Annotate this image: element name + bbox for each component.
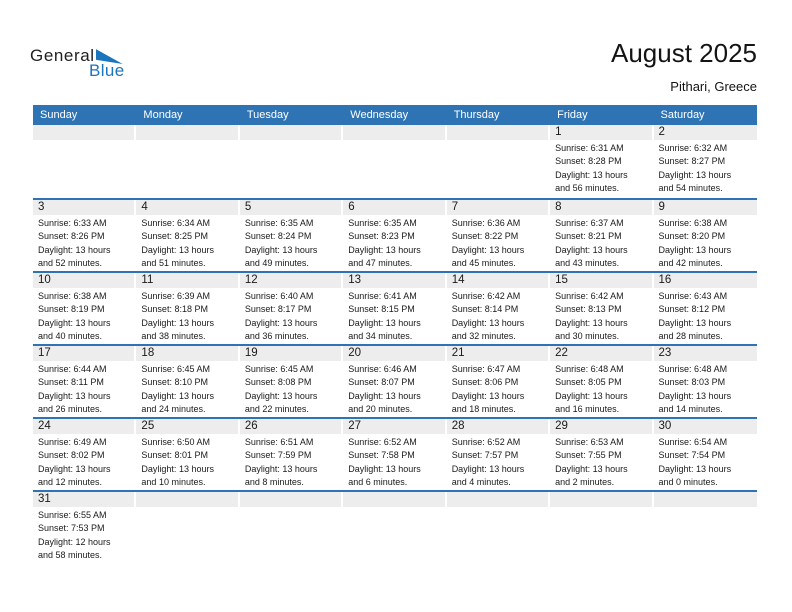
week-row-2 xyxy=(33,198,757,271)
sunset-text: Sunset: 8:11 PM xyxy=(38,377,104,388)
day-cell-20 xyxy=(343,346,446,417)
day-cell-empty xyxy=(136,125,239,198)
day-sun-details xyxy=(447,361,550,417)
day-cell-5 xyxy=(240,200,343,271)
day-number-strip xyxy=(240,492,341,507)
daylight-text-line2: and 0 minutes. xyxy=(658,477,718,488)
daylight-text-line1: Daylight: 13 hours xyxy=(658,169,732,180)
sunset-text: Sunset: 8:02 PM xyxy=(38,450,105,461)
day-number-strip: 12 xyxy=(240,273,341,288)
daylight-text-line1: Daylight: 13 hours xyxy=(244,244,318,255)
week-row-1 xyxy=(33,125,757,198)
daylight-text-line1: Daylight: 13 hours xyxy=(141,317,214,328)
sunset-text: Sunset: 8:10 PM xyxy=(141,377,208,388)
calendar-table xyxy=(33,105,757,563)
sunset-text: Sunset: 8:24 PM xyxy=(244,231,312,242)
daylight-text-line2: and 34 minutes. xyxy=(348,331,413,342)
day-number-strip: 31 xyxy=(33,492,134,507)
sunset-text: Sunset: 7:54 PM xyxy=(658,450,726,461)
day-cell-empty xyxy=(240,125,343,198)
daylight-text-line1: Daylight: 13 hours xyxy=(451,463,525,474)
daylight-text-line2: and 54 minutes. xyxy=(658,183,723,194)
sunrise-text: Sunrise: 6:42 AM xyxy=(451,291,521,301)
sunset-text: Sunset: 7:57 PM xyxy=(451,450,519,461)
sunset-text: Sunset: 8:15 PM xyxy=(348,304,415,315)
day-cell-1 xyxy=(550,125,653,198)
daylight-text-line1: Daylight: 13 hours xyxy=(451,244,525,255)
sunrise-text: Sunrise: 6:43 AM xyxy=(658,291,728,301)
sunset-text: Sunset: 7:55 PM xyxy=(555,450,622,461)
sunset-text: Sunset: 8:07 PM xyxy=(348,377,415,388)
sunset-text: Sunset: 8:03 PM xyxy=(658,377,726,388)
day-cell-empty xyxy=(240,492,343,563)
day-sun-details xyxy=(136,288,239,344)
day-sun-details xyxy=(33,361,136,417)
general-blue-logo xyxy=(30,47,170,78)
day-number-strip: 11 xyxy=(136,273,237,288)
sunrise-text: Sunrise: 6:40 AM xyxy=(244,291,314,301)
day-number-strip xyxy=(447,125,548,140)
day-number-strip xyxy=(240,125,341,140)
sunset-text: Sunset: 8:27 PM xyxy=(658,156,726,167)
sunrise-text: Sunrise: 6:35 AM xyxy=(244,218,314,228)
day-number-strip: 17 xyxy=(33,346,134,361)
day-sun-details xyxy=(343,288,446,344)
sunset-text: Sunset: 7:58 PM xyxy=(348,450,415,461)
daylight-text-line2: and 58 minutes. xyxy=(38,550,103,561)
daylight-text-line2: and 8 minutes. xyxy=(244,477,304,488)
day-cell-8 xyxy=(550,200,653,271)
daylight-text-line1: Daylight: 13 hours xyxy=(244,317,318,328)
day-number-strip: 19 xyxy=(240,346,341,361)
daylight-text-line2: and 14 minutes. xyxy=(658,404,723,415)
weekday-header-wednesday: Wednesday xyxy=(350,109,409,121)
sunset-text: Sunset: 8:22 PM xyxy=(451,231,519,242)
daylight-text-line2: and 10 minutes. xyxy=(141,477,206,488)
day-number-strip: 9 xyxy=(654,200,757,215)
day-number-strip: 18 xyxy=(136,346,237,361)
day-sun-details xyxy=(550,361,653,417)
daylight-text-line2: and 16 minutes. xyxy=(555,404,620,415)
daylight-text-line2: and 47 minutes. xyxy=(348,258,413,269)
day-sun-details xyxy=(136,434,239,490)
daylight-text-line1: Daylight: 13 hours xyxy=(658,244,732,255)
daylight-text-line1: Daylight: 13 hours xyxy=(244,390,318,401)
sunrise-text: Sunrise: 6:45 AM xyxy=(244,364,314,374)
daylight-text-line2: and 18 minutes. xyxy=(451,404,516,415)
day-cell-empty xyxy=(136,492,239,563)
sunrise-text: Sunrise: 6:44 AM xyxy=(38,364,107,374)
sunset-text: Sunset: 8:14 PM xyxy=(451,304,519,315)
day-number-strip: 8 xyxy=(550,200,651,215)
day-sun-details xyxy=(447,215,550,271)
day-cell-31 xyxy=(33,492,136,563)
daylight-text-line2: and 30 minutes. xyxy=(555,331,620,342)
weekday-header-tuesday: Tuesday xyxy=(246,109,289,121)
daylight-text-line1: Daylight: 13 hours xyxy=(348,317,421,328)
sunset-text: Sunset: 8:08 PM xyxy=(244,377,312,388)
day-sun-details xyxy=(654,361,757,417)
day-sun-details xyxy=(240,288,343,344)
day-cell-26 xyxy=(240,419,343,490)
day-cell-13 xyxy=(343,273,446,344)
sunrise-text: Sunrise: 6:49 AM xyxy=(38,437,107,447)
day-cell-17 xyxy=(33,346,136,417)
day-cell-29 xyxy=(550,419,653,490)
daylight-text-line1: Daylight: 13 hours xyxy=(348,390,421,401)
day-number-strip: 29 xyxy=(550,419,651,434)
day-number-strip: 30 xyxy=(654,419,757,434)
day-number-strip: 4 xyxy=(136,200,237,215)
day-number-strip: 6 xyxy=(343,200,444,215)
sunrise-text: Sunrise: 6:47 AM xyxy=(451,364,521,374)
day-number-strip xyxy=(654,492,757,507)
sunset-text: Sunset: 8:01 PM xyxy=(141,450,208,461)
daylight-text-line1: Daylight: 13 hours xyxy=(658,463,732,474)
sunset-text: Sunset: 8:06 PM xyxy=(451,377,519,388)
sunset-text: Sunset: 8:18 PM xyxy=(141,304,208,315)
day-number-strip: 28 xyxy=(447,419,548,434)
daylight-text-line1: Daylight: 13 hours xyxy=(451,317,525,328)
day-number-strip xyxy=(550,492,651,507)
day-cell-empty xyxy=(343,492,446,563)
daylight-text-line2: and 36 minutes. xyxy=(244,331,309,342)
sunset-text: Sunset: 7:53 PM xyxy=(38,523,105,534)
day-number-strip: 22 xyxy=(550,346,651,361)
sunrise-text: Sunrise: 6:53 AM xyxy=(555,437,624,447)
sunrise-text: Sunrise: 6:33 AM xyxy=(38,218,107,228)
day-cell-3 xyxy=(33,200,136,271)
daylight-text-line2: and 51 minutes. xyxy=(141,258,206,269)
sunrise-text: Sunrise: 6:52 AM xyxy=(348,437,417,447)
daylight-text-line2: and 52 minutes. xyxy=(38,258,103,269)
day-number-strip: 1 xyxy=(550,125,651,140)
weekday-header-saturday: Saturday xyxy=(660,109,705,121)
weekday-header-sunday: Sunday xyxy=(40,109,78,121)
day-sun-details xyxy=(550,140,653,196)
daylight-text-line1: Daylight: 13 hours xyxy=(141,244,214,255)
day-number-strip: 7 xyxy=(447,200,548,215)
day-cell-9 xyxy=(654,200,757,271)
logo-text-blue: Blue xyxy=(89,61,125,80)
day-sun-details xyxy=(654,288,757,344)
day-cell-7 xyxy=(447,200,550,271)
sunrise-text: Sunrise: 6:48 AM xyxy=(658,364,728,374)
day-sun-details xyxy=(654,215,757,271)
day-number-strip xyxy=(447,492,548,507)
daylight-text-line2: and 20 minutes. xyxy=(348,404,413,415)
day-sun-details xyxy=(33,215,136,271)
daylight-text-line1: Daylight: 13 hours xyxy=(451,390,525,401)
day-cell-30 xyxy=(654,419,757,490)
sunset-text: Sunset: 8:20 PM xyxy=(658,231,726,242)
day-number-strip xyxy=(343,125,444,140)
daylight-text-line2: and 2 minutes. xyxy=(555,477,615,488)
day-sun-details xyxy=(240,215,343,271)
daylight-text-line2: and 28 minutes. xyxy=(658,331,723,342)
sunrise-text: Sunrise: 6:48 AM xyxy=(555,364,624,374)
week-row-5 xyxy=(33,417,757,490)
day-number-strip: 21 xyxy=(447,346,548,361)
day-number-strip: 15 xyxy=(550,273,651,288)
sunrise-text: Sunrise: 6:41 AM xyxy=(348,291,417,301)
sunrise-text: Sunrise: 6:42 AM xyxy=(555,291,624,301)
daylight-text-line1: Daylight: 13 hours xyxy=(555,169,628,180)
sunset-text: Sunset: 8:05 PM xyxy=(555,377,622,388)
day-number-strip: 23 xyxy=(654,346,757,361)
day-cell-11 xyxy=(136,273,239,344)
day-sun-details xyxy=(654,434,757,490)
day-cell-16 xyxy=(654,273,757,344)
daylight-text-line2: and 6 minutes. xyxy=(348,477,408,488)
sunrise-text: Sunrise: 6:34 AM xyxy=(141,218,210,228)
day-sun-details xyxy=(343,434,446,490)
sunrise-text: Sunrise: 6:46 AM xyxy=(348,364,417,374)
day-number-strip: 25 xyxy=(136,419,237,434)
day-sun-details xyxy=(33,507,136,563)
day-cell-10 xyxy=(33,273,136,344)
daylight-text-line1: Daylight: 13 hours xyxy=(244,463,318,474)
day-cell-empty xyxy=(550,492,653,563)
day-number-strip: 24 xyxy=(33,419,134,434)
day-cell-22 xyxy=(550,346,653,417)
day-cell-4 xyxy=(136,200,239,271)
day-sun-details xyxy=(654,140,757,196)
day-sun-details xyxy=(447,434,550,490)
daylight-text-line1: Daylight: 13 hours xyxy=(38,390,111,401)
day-number-strip: 20 xyxy=(343,346,444,361)
day-cell-15 xyxy=(550,273,653,344)
daylight-text-line2: and 43 minutes. xyxy=(555,258,620,269)
day-sun-details xyxy=(343,215,446,271)
sunrise-text: Sunrise: 6:52 AM xyxy=(451,437,521,447)
daylight-text-line1: Daylight: 13 hours xyxy=(38,463,111,474)
daylight-text-line1: Daylight: 13 hours xyxy=(555,390,628,401)
daylight-text-line1: Daylight: 13 hours xyxy=(141,463,214,474)
day-cell-25 xyxy=(136,419,239,490)
day-number-strip: 26 xyxy=(240,419,341,434)
day-sun-details xyxy=(33,434,136,490)
day-cell-empty xyxy=(447,125,550,198)
sunrise-text: Sunrise: 6:36 AM xyxy=(451,218,521,228)
day-number-strip: 13 xyxy=(343,273,444,288)
daylight-text-line2: and 56 minutes. xyxy=(555,183,620,194)
daylight-text-line2: and 49 minutes. xyxy=(244,258,309,269)
daylight-text-line2: and 26 minutes. xyxy=(38,404,103,415)
daylight-text-line2: and 22 minutes. xyxy=(244,404,309,415)
day-cell-12 xyxy=(240,273,343,344)
sunrise-text: Sunrise: 6:54 AM xyxy=(658,437,728,447)
weekday-header-monday: Monday xyxy=(143,109,183,121)
daylight-text-line2: and 42 minutes. xyxy=(658,258,723,269)
day-cell-6 xyxy=(343,200,446,271)
sunset-text: Sunset: 8:21 PM xyxy=(555,231,622,242)
daylight-text-line1: Daylight: 13 hours xyxy=(348,463,421,474)
day-number-strip xyxy=(343,492,444,507)
daylight-text-line1: Daylight: 13 hours xyxy=(658,390,732,401)
daylight-text-line2: and 38 minutes. xyxy=(141,331,206,342)
day-number-strip: 5 xyxy=(240,200,341,215)
logo-text-general: General xyxy=(30,46,95,65)
sunrise-text: Sunrise: 6:32 AM xyxy=(658,143,728,153)
daylight-text-line2: and 24 minutes. xyxy=(141,404,206,415)
day-number-strip: 14 xyxy=(447,273,548,288)
daylight-text-line1: Daylight: 13 hours xyxy=(38,317,111,328)
day-cell-empty xyxy=(447,492,550,563)
day-number-strip xyxy=(33,125,134,140)
daylight-text-line1: Daylight: 13 hours xyxy=(348,244,421,255)
day-sun-details xyxy=(240,434,343,490)
sunset-text: Sunset: 8:23 PM xyxy=(348,231,415,242)
sunrise-text: Sunrise: 6:38 AM xyxy=(658,218,728,228)
day-cell-28 xyxy=(447,419,550,490)
sunset-text: Sunset: 8:25 PM xyxy=(141,231,208,242)
sunset-text: Sunset: 8:12 PM xyxy=(658,304,726,315)
daylight-text-line1: Daylight: 13 hours xyxy=(555,244,628,255)
day-sun-details xyxy=(550,434,653,490)
sunrise-text: Sunrise: 6:37 AM xyxy=(555,218,624,228)
day-cell-14 xyxy=(447,273,550,344)
page-title: August 2025 xyxy=(610,38,757,68)
sunset-text: Sunset: 8:28 PM xyxy=(555,156,622,167)
day-cell-18 xyxy=(136,346,239,417)
sunrise-text: Sunrise: 6:45 AM xyxy=(141,364,210,374)
day-number-strip: 3 xyxy=(33,200,134,215)
day-cell-empty xyxy=(343,125,446,198)
day-cell-24 xyxy=(33,419,136,490)
day-cell-21 xyxy=(447,346,550,417)
day-number-strip: 10 xyxy=(33,273,134,288)
day-cell-19 xyxy=(240,346,343,417)
weekday-header-row xyxy=(33,105,757,125)
sunrise-text: Sunrise: 6:51 AM xyxy=(244,437,314,447)
day-cell-empty xyxy=(33,125,136,198)
day-cell-27 xyxy=(343,419,446,490)
sunrise-text: Sunrise: 6:39 AM xyxy=(141,291,210,301)
day-number-strip: 27 xyxy=(343,419,444,434)
sunset-text: Sunset: 8:13 PM xyxy=(555,304,622,315)
daylight-text-line1: Daylight: 13 hours xyxy=(141,390,214,401)
daylight-text-line2: and 12 minutes. xyxy=(38,477,103,488)
day-sun-details xyxy=(136,361,239,417)
day-sun-details xyxy=(343,361,446,417)
sunrise-text: Sunrise: 6:35 AM xyxy=(348,218,417,228)
sunrise-text: Sunrise: 6:55 AM xyxy=(38,510,107,520)
sunset-text: Sunset: 8:17 PM xyxy=(244,304,312,315)
sunset-text: Sunset: 7:59 PM xyxy=(244,450,312,461)
daylight-text-line1: Daylight: 13 hours xyxy=(555,317,628,328)
daylight-text-line2: and 40 minutes. xyxy=(38,331,103,342)
day-number-strip: 16 xyxy=(654,273,757,288)
day-cell-empty xyxy=(654,492,757,563)
weekday-header-friday: Friday xyxy=(557,109,588,121)
daylight-text-line2: and 4 minutes. xyxy=(451,477,511,488)
day-cell-2 xyxy=(654,125,757,198)
daylight-text-line2: and 45 minutes. xyxy=(451,258,516,269)
day-sun-details xyxy=(33,288,136,344)
daylight-text-line1: Daylight: 13 hours xyxy=(658,317,732,328)
sunset-text: Sunset: 8:19 PM xyxy=(38,304,105,315)
daylight-text-line1: Daylight: 13 hours xyxy=(555,463,628,474)
day-sun-details xyxy=(240,361,343,417)
day-number-strip: 2 xyxy=(654,125,757,140)
week-row-4 xyxy=(33,344,757,417)
daylight-text-line2: and 32 minutes. xyxy=(451,331,516,342)
day-sun-details xyxy=(136,215,239,271)
sunrise-text: Sunrise: 6:50 AM xyxy=(141,437,210,447)
sunrise-text: Sunrise: 6:31 AM xyxy=(555,143,624,153)
day-number-strip xyxy=(136,492,237,507)
daylight-text-line1: Daylight: 13 hours xyxy=(38,244,111,255)
sunrise-text: Sunrise: 6:38 AM xyxy=(38,291,107,301)
page-subtitle: Pithari, Greece xyxy=(670,79,757,94)
day-cell-23 xyxy=(654,346,757,417)
day-sun-details xyxy=(447,288,550,344)
daylight-text-line1: Daylight: 12 hours xyxy=(38,536,111,547)
day-sun-details xyxy=(550,215,653,271)
weekday-header-thursday: Thursday xyxy=(453,109,500,121)
week-row-3 xyxy=(33,271,757,344)
week-row-6 xyxy=(33,490,757,563)
day-number-strip xyxy=(136,125,237,140)
day-sun-details xyxy=(550,288,653,344)
sunset-text: Sunset: 8:26 PM xyxy=(38,231,105,242)
